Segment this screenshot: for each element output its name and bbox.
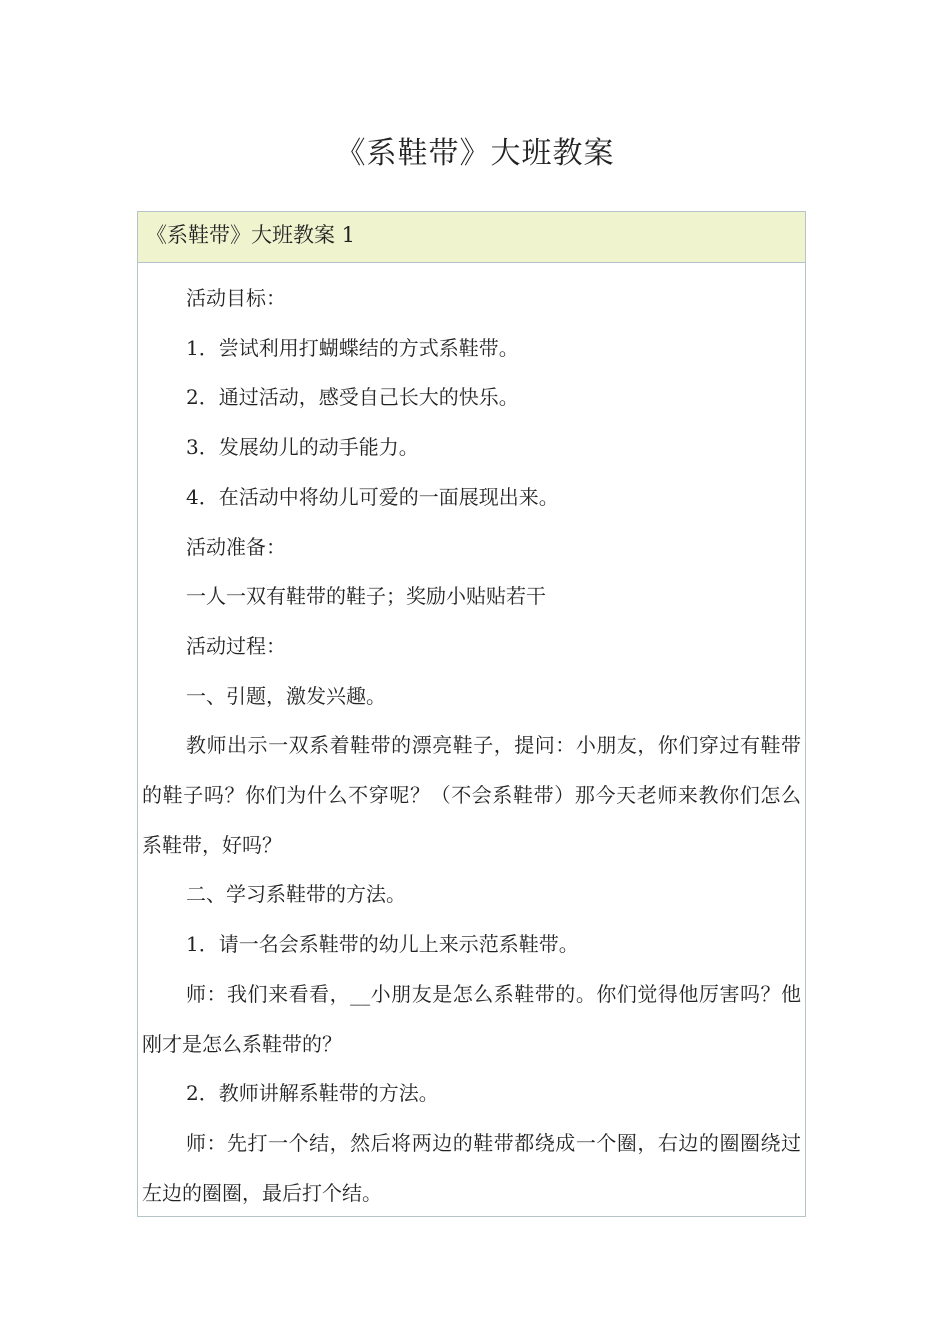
process-step-1-text: 教师出示一双系着鞋带的漂亮鞋子，提问：小朋友，你们穿过有鞋带的鞋子吗？你们为什么不穿呢？（不会系鞋带）那今天老师来教你们怎么系鞋带，好吗？ <box>142 733 801 857</box>
goal-item-1: 1．尝试利用打蝴蝶结的方式系鞋带。 <box>186 335 519 360</box>
process-step-2-dialogue-1: 师：我们来看看，__小朋友是怎么系鞋带的。你们觉得他厉害吗？他刚才是怎么系鞋带的？ <box>142 981 801 1056</box>
process-step-2-item-1: 1．请一名会系鞋带的幼儿上来示范系鞋带。 <box>186 932 579 957</box>
heading-activity-process: 活动过程： <box>186 633 286 658</box>
process-step-2-dialogue-2: 师：先打一个结，然后将两边的鞋带都绕成一个圈，右边的圈圈绕过左边的圈圈，最后打个结。 <box>142 1130 801 1205</box>
section-header: 《系鞋带》大班教案 1 <box>138 212 805 263</box>
process-step-2-item-2: 2．教师讲解系鞋带的方法。 <box>186 1081 439 1106</box>
process-step-1-heading: 一、引题，激发兴趣。 <box>186 683 386 708</box>
document-title: 《系鞋带》大班教案 <box>335 136 615 171</box>
heading-activity-preparation: 活动准备： <box>186 534 286 559</box>
section-body <box>138 263 805 1218</box>
goal-item-3: 3．发展幼儿的动手能力。 <box>186 435 419 460</box>
process-step-2-heading: 二、学习系鞋带的方法。 <box>186 882 406 907</box>
lesson-plan-section <box>137 211 806 1217</box>
preparation-text: 一人一双有鞋带的鞋子；奖励小贴贴若干 <box>186 584 546 609</box>
heading-activity-goals: 活动目标： <box>186 286 286 310</box>
goal-item-2: 2．通过活动，感受自己长大的快乐。 <box>186 385 519 410</box>
goal-item-4: 4．在活动中将幼儿可爱的一面展现出来。 <box>186 484 559 509</box>
